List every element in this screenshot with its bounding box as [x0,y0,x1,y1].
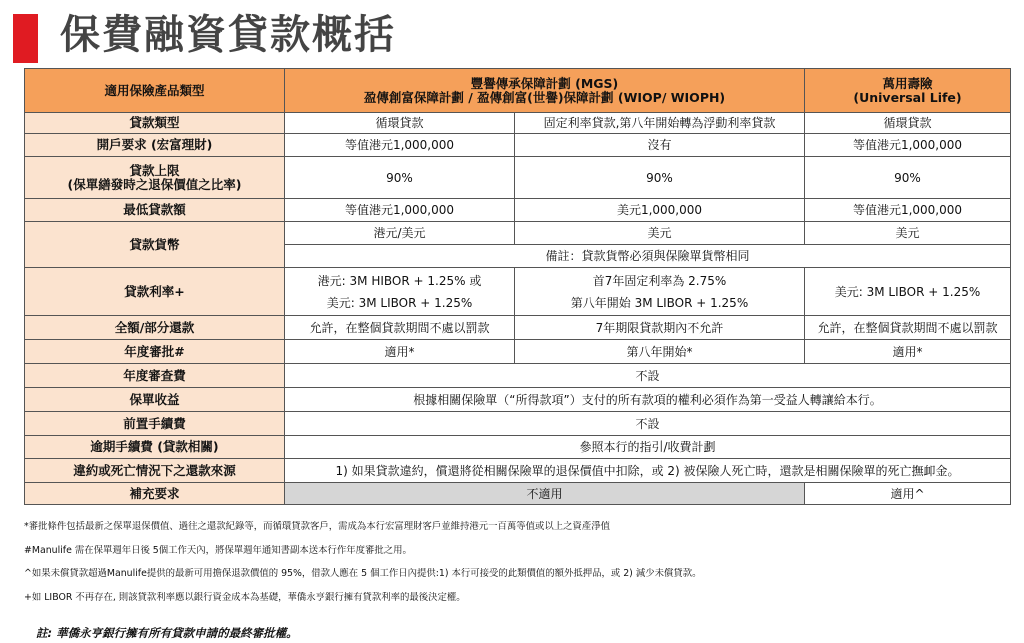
cell: 適用* [285,340,515,364]
ceiling-label-line1: 貸款上限 [129,162,180,178]
header-ul-line2: (Universal Life) [853,89,962,105]
rate-a-line1: 港元: 3M HIBOR + 1.25% 或 [317,273,482,288]
footnote-manulife: #Manulife 需在保單週年日後 5個工作天內，將保單週年通知書副本送本行作年度審批之用。 [24,544,412,556]
cell: 美元: 3M LIBOR + 1.25% [805,268,1011,316]
cell: 90% [805,157,1011,199]
row-label-annual: 年度審批# [25,340,285,364]
header-universal-life [805,69,1011,113]
row-label-repay: 全額/部分還款 [25,316,285,340]
rate-b-line1: 首7年固定利率為 2.75% [592,273,727,288]
cell: 根據相關保險單（“所得款項”）支付的所有款項的權利必須作為第一受益人轉讓給本行。 [285,388,1011,412]
row-label-default: 違約或死亡情況下之還款來源 [25,459,285,483]
cell: 適用^ [805,483,1011,505]
cell: 等值港元1,000,000 [805,199,1011,222]
table-row [25,364,1011,388]
cell: 適用* [805,340,1011,364]
final-approval-note: 註: 華僑永亨銀行擁有所有貸款申請的最終審批權。 [36,626,298,640]
row-label-min-loan: 最低貸款額 [25,199,285,222]
table-row [25,113,1011,134]
cell: 90% [285,157,515,199]
table-row [25,199,1011,222]
footnote-libor: +如 LIBOR 不再存在, 則該貸款利率應以銀行資金成本為基礎，華僑永亨銀行擁有貸款利率的最後決定權。 [24,591,466,603]
table-row [25,412,1011,436]
row-label-loan-type: 貸款類型 [25,113,285,134]
row-label-extra: 補充要求 [25,483,285,505]
table-row [25,134,1011,157]
cell [515,268,805,316]
footnote-collateral: ^如果未償貸款超過Manulife提供的最新可用擔保退款價值的 95%，借款人應在 5 個工作日內提供:1) 本行可接受的此類價值的額外抵押品，或 2) 減少未償貸款。 [24,568,702,579]
cell: 美元 [515,222,805,245]
cell: 允許，在整個貸款期間不處以罰款 [805,316,1011,340]
table-row [25,483,1011,505]
footnote-approval: *審批條件包括最新之保單退保價值、過往之還款紀錄等，而循環貸款客戶，需成為本行宏富理財客戶並維持港元一百萬等值或以上之資產淨值 [24,521,610,532]
cell: 不適用 [285,483,805,505]
cell: 循環貸款 [805,113,1011,134]
cell: 不設 [285,364,1011,388]
cell: 90% [515,157,805,199]
footnotes [24,521,1014,615]
cell: 沒有 [515,134,805,157]
row-label-upfront: 前置手續費 [25,412,285,436]
table-header-row [25,69,1011,113]
cell: 7年期限貸款期內不允許 [515,316,805,340]
header-mgs-line1: 豐譽傳承保障計劃 (MGS) [470,75,619,91]
cell: 參照本行的指引/收費計劃 [285,436,1011,459]
cell: 1) 如果貸款違約，償還將從相關保險單的退保價值中扣除，或 2) 被保險人死亡時，還款是相關保險單的死亡撫卹金。 [285,459,1011,483]
header-mgs-wiop [285,69,805,113]
title-accent-bar [13,14,38,63]
table-row [25,316,1011,340]
row-label-ceiling [25,157,285,199]
row-label-benefit: 保單收益 [25,388,285,412]
cell: 允許，在整個貸款期間不處以罰款 [285,316,515,340]
cell: 美元 [805,222,1011,245]
table-row [25,222,1011,245]
cell [285,268,515,316]
cell: 等值港元1,000,000 [805,134,1011,157]
table-row [25,388,1011,412]
rate-b-line2: 第八年開始 3M LIBOR + 1.25% [570,295,749,310]
currency-note: 備註：貸款貨幣必須與保險單貨幣相同 [285,245,1011,268]
cell: 循環貸款 [285,113,515,134]
ceiling-label-line2: (保單繕發時之退保價值之比率) [67,176,242,192]
table-row [25,459,1011,483]
header-ul-line1: 萬用壽險 [882,75,933,91]
row-label-currency: 貸款貨幣 [25,222,285,268]
table-row [25,157,1011,199]
table-row [25,268,1011,316]
cell: 固定利率貸款,第八年開始轉為浮動利率貸款 [515,113,805,134]
cell: 等值港元1,000,000 [285,134,515,157]
row-label-account: 開戶要求 (宏富理財) [25,134,285,157]
rate-a-line2: 美元: 3M LIBOR + 1.25% [326,295,473,310]
row-label-late-fee: 逾期手續費 (貸款相關) [25,436,285,459]
header-product-type: 適用保險產品類型 [25,69,285,113]
cell: 等值港元1,000,000 [285,199,515,222]
cell: 美元1,000,000 [515,199,805,222]
table-row [25,436,1011,459]
row-label-review-fee: 年度審查費 [25,364,285,388]
header-mgs-line2: 盈傳創富保障計劃 / 盈傳創富(世譽)保障計劃 (WIOP/ WIOPH) [363,89,726,105]
page-title: 保費融資貸款概括 [60,12,396,58]
cell: 不設 [285,412,1011,436]
loan-summary-table [24,68,1011,505]
cell: 港元/美元 [285,222,515,245]
row-label-rate: 貸款利率+ [25,268,285,316]
table-row [25,340,1011,364]
cell: 第八年開始* [515,340,805,364]
